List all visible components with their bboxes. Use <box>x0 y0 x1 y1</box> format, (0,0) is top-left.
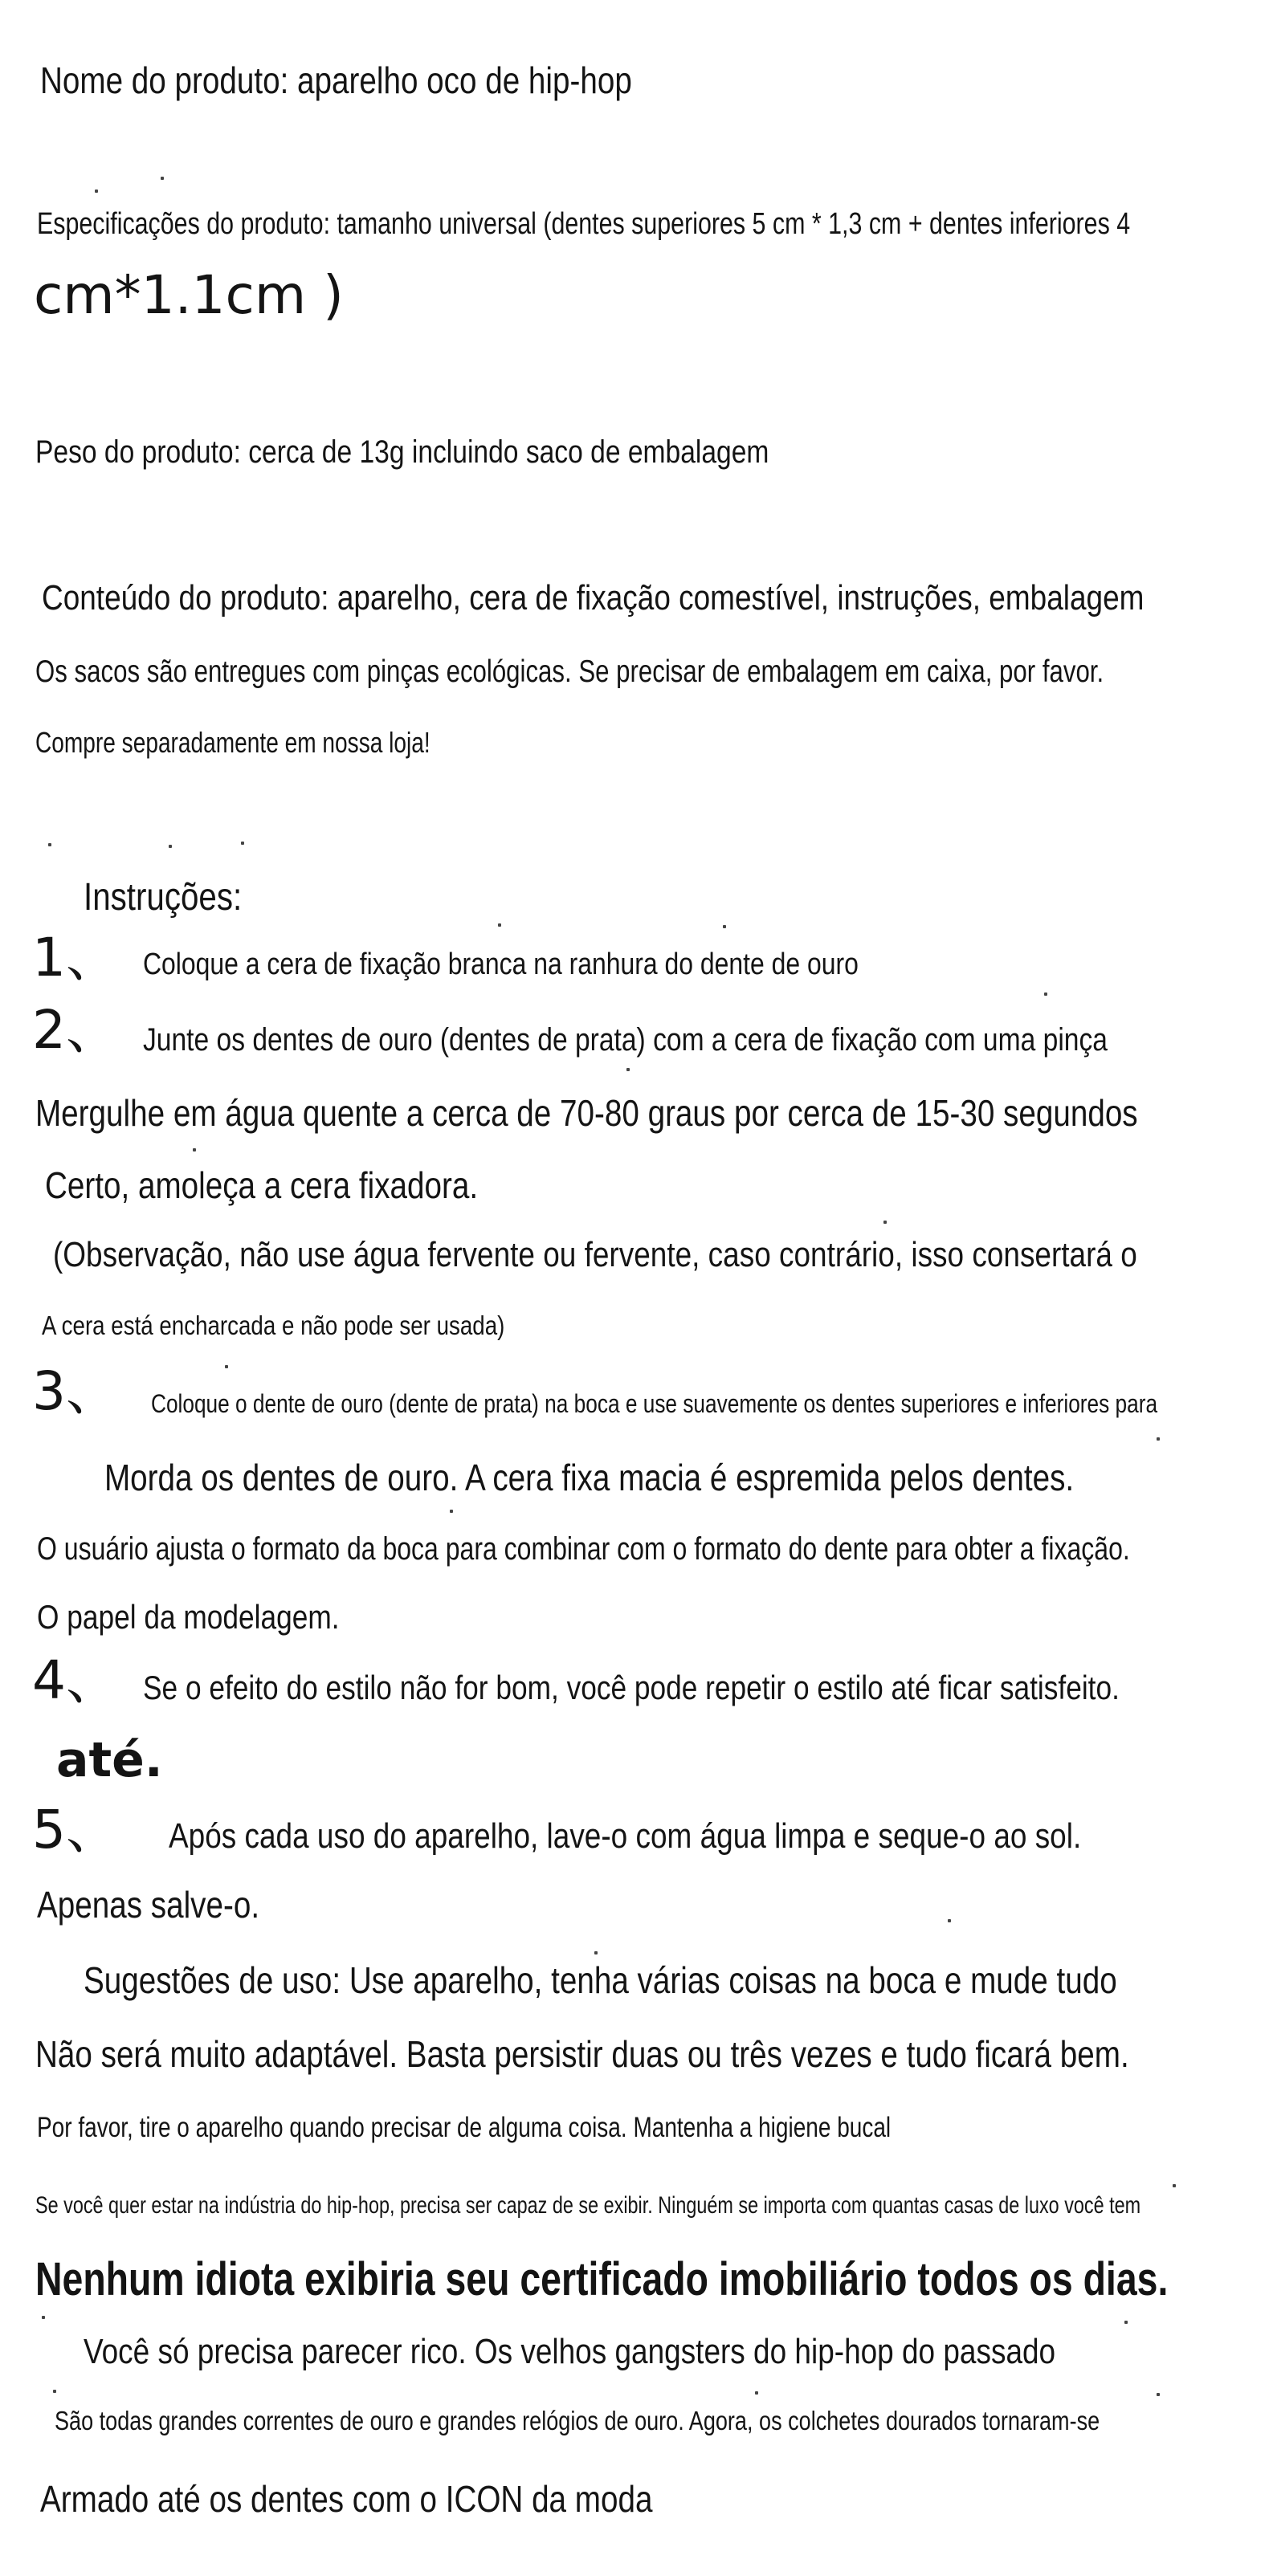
scan-speck <box>53 2390 56 2393</box>
product-weight: Peso do produto: cerca de 13g incluindo saco de embalagem <box>35 434 769 470</box>
scan-speck <box>723 925 726 928</box>
step4-text: Se o efeito do estilo não for bom, você pode repetir o estilo até ficar satisfeito. <box>143 1669 1120 1706</box>
scan-speck <box>883 1221 887 1224</box>
suggestions-line2: Não será muito adaptável. Basta persistir duas ou três vezes e tudo ficará bem. <box>35 2033 1129 2075</box>
scan-speck <box>1157 2393 1160 2396</box>
step2-text: Junte os dentes de ouro (dentes de prata) com a cera de fixação com uma pinça <box>143 1022 1108 1058</box>
step3-number: 3、 <box>32 1360 119 1422</box>
scan-speck <box>1124 2321 1128 2324</box>
step2-cont4: A cera está encharcada e não pode ser usada) <box>42 1310 505 1340</box>
step1-number: 1、 <box>32 927 119 988</box>
scan-speck <box>48 843 51 846</box>
scan-speck <box>161 177 164 180</box>
scan-speck <box>169 845 172 848</box>
step4-cont1: até. <box>56 1732 163 1788</box>
step2-cont2: Certo, amoleça a cera fixadora. <box>45 1164 479 1206</box>
suggestions-line6: Você só precisa parecer rico. Os velhos gangsters do hip-hop do passado <box>84 2332 1056 2371</box>
scan-speck <box>1173 2184 1176 2187</box>
scan-speck <box>241 842 244 845</box>
step3-cont1: Morda os dentes de ouro. A cera fixa macia é espremida pelos dentes. <box>104 1457 1075 1498</box>
scan-speck <box>626 1068 630 1071</box>
step4-number: 4、 <box>32 1649 119 1711</box>
suggestions-line7: São todas grandes correntes de ouro e grandes relógios de ouro. Agora, os colchetes dourados tornaram-se <box>55 2406 1100 2435</box>
scan-speck <box>498 923 501 927</box>
product-contents: Conteúdo do produto: aparelho, cera de fixação comestível, instruções, embalagem <box>42 578 1145 618</box>
product-spec-line2: cm*1.1cm ) <box>34 264 344 326</box>
step3-cont2: O usuário ajusta o formato da boca para combinar com o formato do dente para obter a fixação. <box>37 1531 1130 1567</box>
suggestions-line3: Por favor, tire o aparelho quando precisar de alguma coisa. Mantenha a higiene bucal <box>37 2112 892 2143</box>
scan-speck <box>450 1510 453 1513</box>
bags-note: Os sacos são entregues com pinças ecológicas. Se precisar de embalagem em caixa, por favor. <box>35 654 1104 689</box>
product-name: Nome do produto: aparelho oco de hip-hop <box>40 59 632 101</box>
scan-speck <box>42 2316 45 2319</box>
step5-cont1: Apenas salve-o. <box>37 1884 260 1926</box>
step3-cont3: O papel da modelagem. <box>37 1598 340 1636</box>
scan-speck <box>594 1951 598 1954</box>
scan-speck <box>755 2391 758 2395</box>
scan-speck <box>1044 992 1047 996</box>
step5-number: 5、 <box>32 1799 119 1861</box>
step1-text: Coloque a cera de fixação branca na ranhura do dente de ouro <box>143 948 859 981</box>
step5-text: Após cada uso do aparelho, lave-o com água limpa e seque-o ao sol. <box>169 1816 1082 1856</box>
suggestions-line8: Armado até os dentes com o ICON da moda <box>40 2478 653 2520</box>
scan-speck <box>225 1365 228 1368</box>
step3-text: Coloque o dente de ouro (dente de prata) na boca e use suavemente os dentes superiores e inferiores para <box>151 1389 1158 1418</box>
scan-speck <box>948 1919 951 1922</box>
instructions-heading: Instruções: <box>84 876 243 919</box>
suggestions-line5: Nenhum idiota exibiria seu certificado imobiliário todos os dias. <box>35 2253 1169 2305</box>
suggestions-line1: Sugestões de uso: Use aparelho, tenha várias coisas na boca e mude tudo <box>84 1959 1117 2001</box>
step2-cont1: Mergulhe em água quente a cerca de 70-80 graus por cerca de 15-30 segundos <box>35 1092 1138 1134</box>
scan-speck <box>95 190 98 193</box>
scan-speck <box>193 1148 196 1151</box>
product-spec-line1: Especificações do produto: tamanho universal (dentes superiores 5 cm * 1,3 cm + dentes inferiores 4 <box>37 207 1131 241</box>
step2-number: 2、 <box>32 999 119 1061</box>
suggestions-line4: Se você quer estar na indústria do hip-hop, precisa ser capaz de se exibir. Ninguém se importa com quantas casas de luxo você tem <box>35 2192 1141 2219</box>
scan-speck <box>1157 1437 1160 1441</box>
step2-cont3: (Observação, não use água fervente ou fervente, caso contrário, isso consertará o <box>53 1235 1137 1274</box>
buy-note: Compre separadamente em nossa loja! <box>35 726 430 759</box>
